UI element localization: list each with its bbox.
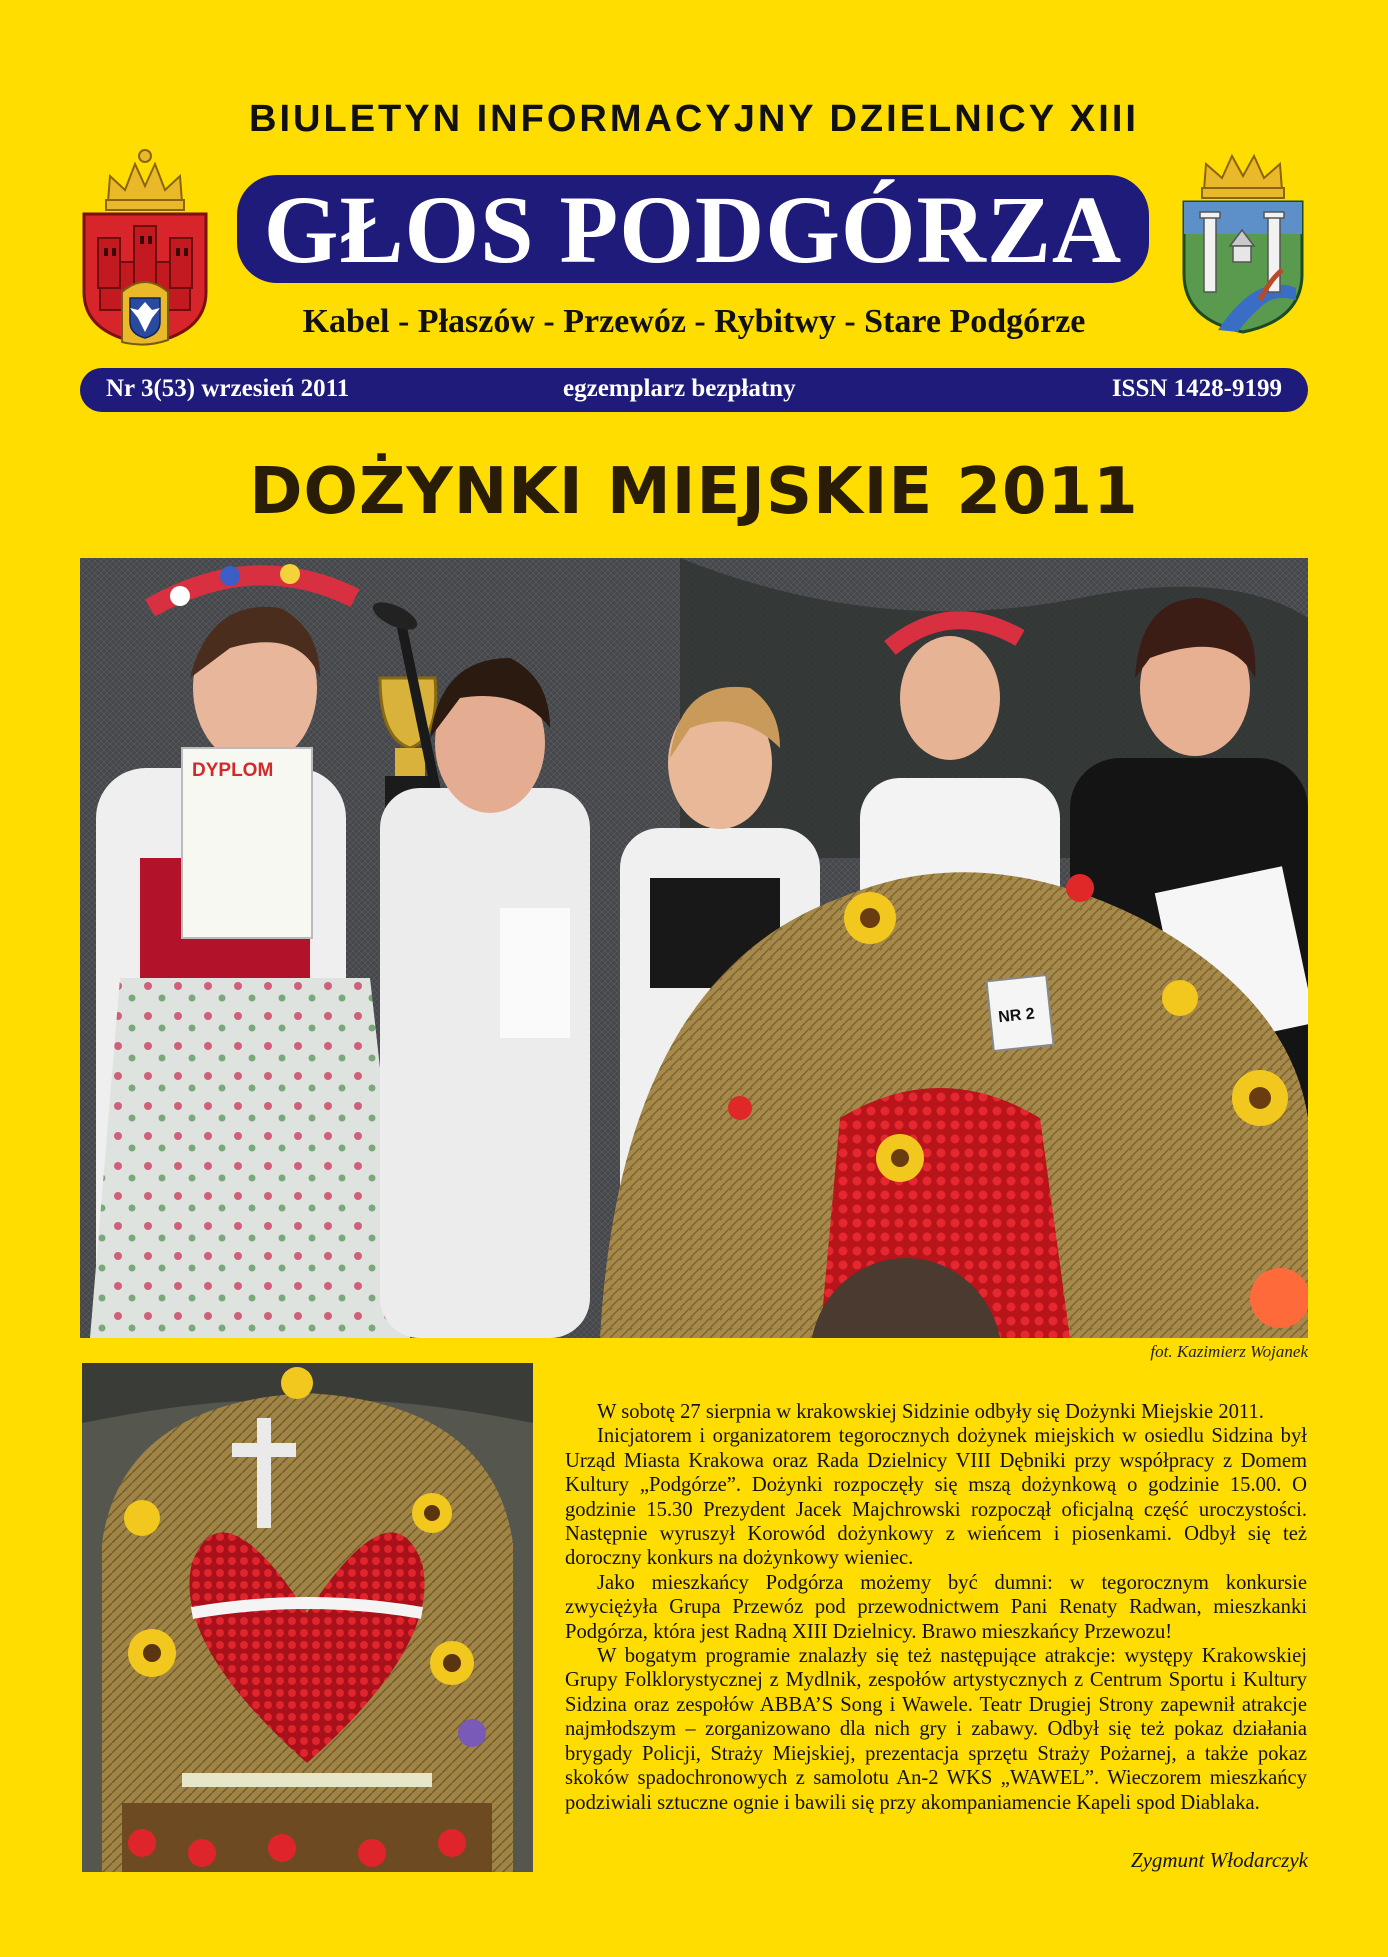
newspaper-title: GŁOS PODGÓRZA (263, 175, 1123, 283)
article-paragraph: W bogatym programie znalazły się też następujące atrakcje: występy Krakowskiej Grupy Folklorystycznej z Mydlnik, zespołów artystycznych z Centrum Sportu i Kultury Sidzina oraz zespołów ABBA’S Song i Wawele. Teatr Drugiej Strony zapewnił atrakcje najmłodszym – zorganizowano dla nich gry i zabawy. Odbył się też pokaz działania brygady Policji, Straży Miejskiej, prezentacja sprzętu Straży Pożarnej, a także pokaz skoków spadochronowych z samolotu An-2 WKS „WAWEL”. Wieczorem mieszkańcy podziwiali sztuczne ognie i bawili się przy akompaniamencie Kapeli spod Diablaka. (565, 1645, 1307, 1814)
article-paragraph: Inicjatorem i organizatorem tegorocznych dożynek miejskich w osiedlu Sidzina był Urząd Miasta Krakowa oraz Rada Dzielnicy VIII Dębniki przy współpracy z Domem Kultury „Podgórze”. Dożynki rozpoczęły się mszą dożynkową o godzinie 15.00. O godzinie 15.30 Prezydent Jacek Majchrowski rozpoczął oficjalną część uroczystości. Następnie wyruszył Korowód dożynkowy z wieńcem i piosenkami. Odbył się też doroczny konkurs na dożynkowy wieniec. (565, 1425, 1307, 1570)
diploma-label: DYPLOM (192, 760, 274, 781)
article-paragraph: W sobotę 27 sierpnia w krakowskiej Sidzinie odbyły się Dożynki Miejskie 2011. (597, 1401, 1264, 1423)
districts-subtitle: Kabel - Płaszów - Przewóz - Rybitwy - Stare Podgórze (302, 303, 1086, 340)
headline: DOŻYNKI MIEJSKIE 2011 (249, 455, 1139, 529)
issue-number: Nr 3(53) wrzesień 2011 (106, 375, 350, 402)
issn-label: ISSN 1428-9199 (1111, 375, 1282, 402)
wreath-tag-label: NR 2 (997, 1005, 1036, 1027)
article-paragraph: Jako mieszkańcy Podgórza możemy być dumni: w tegorocznym konkursie zwyciężyła Grupa Przewóz pod przewodnictwem Pani Renaty Radwan, mieszkanki Podgórza, która jest Radną XIII Dzielnicy. Brawo mieszkańcy Przewozu! (565, 1571, 1307, 1643)
article-author: Zygmunt Włodarczyk (1130, 1848, 1308, 1872)
main-photo (80, 558, 1308, 1338)
photo-credit: fot. Kazimierz Wojanek (1150, 1342, 1308, 1361)
wreath-photo (82, 1363, 533, 1872)
newspaper-title-banner (237, 175, 1149, 283)
free-copy-label: egzemplarz bezpłatny (563, 375, 796, 402)
issue-info-bar (80, 368, 1308, 412)
bulletin-kicker: BIULETYN INFORMACYJNY DZIELNICY XIII (249, 98, 1139, 140)
article-body (565, 1400, 1307, 1815)
